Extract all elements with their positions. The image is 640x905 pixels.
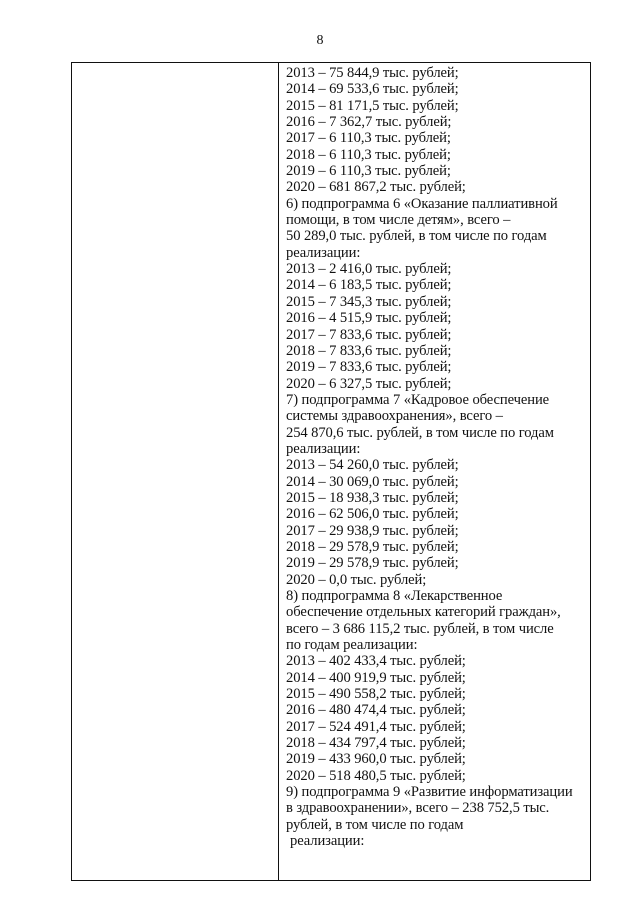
text-line: 254 870,6 тыс. рублей, в том числе по годам <box>286 424 554 441</box>
text-line: 2017 – 29 938,9 тыс. рублей; <box>286 522 459 539</box>
text-line: 2020 – 681 867,2 тыс. рублей; <box>286 179 466 196</box>
text-line: системы здравоохранения», всего – <box>286 408 503 425</box>
text-line: 50 289,0 тыс. рублей, в том числе по годам <box>286 228 547 245</box>
text-line: по годам реализации: <box>286 637 418 654</box>
document-table <box>71 62 591 881</box>
text-line: 2015 – 18 938,3 тыс. рублей; <box>286 489 459 506</box>
text-line: 2020 – 0,0 тыс. рублей; <box>286 571 427 588</box>
text-line: реализации: <box>286 244 361 261</box>
text-line: рублей, в том числе по годам <box>286 816 464 833</box>
text-line: 8) подпрограмма 8 «Лекарственное <box>286 588 503 604</box>
text-line: 2020 – 6 327,5 тыс. рублей; <box>286 375 452 392</box>
text-line: 2016 – 7 362,7 тыс. рублей; <box>286 114 452 131</box>
text-line: реализации: <box>290 833 365 850</box>
text-line: 7) подпрограмма 7 «Кадровое обеспечение <box>286 391 550 408</box>
text-line: 2014 – 69 533,6 тыс. рублей; <box>286 81 459 98</box>
text-line: в здравоохранении», всего – 238 752,5 тыс. <box>286 800 550 817</box>
text-line: 2014 – 30 069,0 тыс. рублей; <box>286 473 459 490</box>
text-line: 2019 – 433 960,0 тыс. рублей; <box>286 751 466 768</box>
text-line: 2015 – 81 171,5 тыс. рублей; <box>286 97 459 114</box>
text-line: 2016 – 62 506,0 тыс. рублей; <box>286 506 459 523</box>
table-left-cell <box>72 63 279 880</box>
text-line: 2017 – 524 491,4 тыс. рублей; <box>286 718 466 735</box>
text-line: 2015 – 7 345,3 тыс. рублей; <box>286 293 452 310</box>
text-line: 2013 – 402 433,4 тыс. рублей; <box>286 653 466 670</box>
text-line: 2015 – 490 558,2 тыс. рублей; <box>286 686 466 703</box>
text-line: 2016 – 480 474,4 тыс. рублей; <box>286 702 466 719</box>
text-line: 2014 – 400 919,9 тыс. рублей; <box>286 669 466 686</box>
text-line: всего – 3 686 115,2 тыс. рублей, в том числе <box>286 620 554 637</box>
text-line: 2020 – 518 480,5 тыс. рублей; <box>286 767 466 784</box>
text-line: 2013 – 75 844,9 тыс. рублей; <box>286 65 459 81</box>
text-line: 6) подпрограмма 6 «Оказание паллиативной <box>286 195 558 212</box>
page-number: 8 <box>316 33 324 48</box>
text-line: 2018 – 29 578,9 тыс. рублей; <box>286 538 459 555</box>
text-line: 2013 – 54 260,0 тыс. рублей; <box>286 457 459 474</box>
text-line: 2017 – 7 833,6 тыс. рублей; <box>286 326 452 343</box>
text-line: обеспечение отдельных категорий граждан», <box>286 604 561 621</box>
text-line: 9) подпрограмма 9 «Развитие информатизации <box>286 784 573 801</box>
text-line: 2019 – 6 110,3 тыс. рублей; <box>286 163 451 180</box>
text-line: реализации: <box>286 440 361 457</box>
text-line: 2017 – 6 110,3 тыс. рублей; <box>286 130 451 147</box>
text-line: 2019 – 29 578,9 тыс. рублей; <box>286 555 459 572</box>
table-right-cell <box>279 63 590 880</box>
text-line: 2019 – 7 833,6 тыс. рублей; <box>286 359 452 376</box>
text-line: 2014 – 6 183,5 тыс. рублей; <box>286 277 452 294</box>
text-line: 2018 – 6 110,3 тыс. рублей; <box>286 146 451 163</box>
text-line: помощи, в том числе детям», всего – <box>286 212 511 229</box>
text-lines <box>279 63 590 850</box>
text-line: 2018 – 7 833,6 тыс. рублей; <box>286 342 452 359</box>
text-line: 2016 – 4 515,9 тыс. рублей; <box>286 310 452 327</box>
text-line: 2013 – 2 416,0 тыс. рублей; <box>286 261 452 278</box>
text-line: 2018 – 434 797,4 тыс. рублей; <box>286 735 466 752</box>
